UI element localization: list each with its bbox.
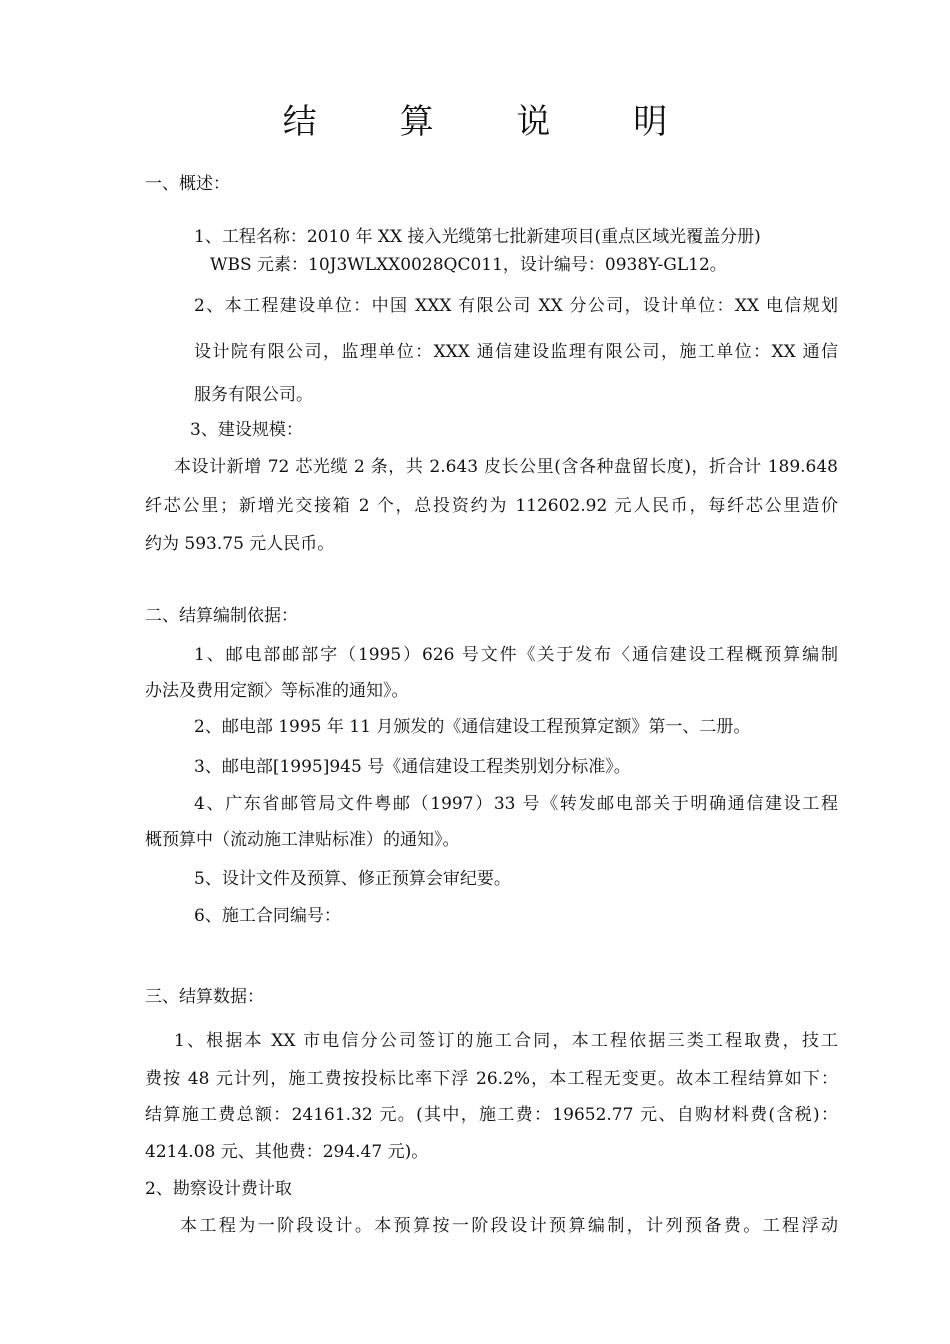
basis-item-4-line-1: 4、广东省邮管局文件粤邮（1997）33 号《转发邮电部关于明确通信建设工程 bbox=[194, 794, 838, 814]
construction-unit-line-1: 2、本工程建设单位：中国 XXX 有限公司 XX 分公司，设计单位：XX 电信规划 bbox=[194, 296, 838, 316]
data-paragraph-line-1: 1、根据本 XX 市电信分公司签订的施工合同，本工程依据三类工程取费，技工 bbox=[174, 1031, 838, 1051]
section-heading-overview: 一、概述： bbox=[145, 174, 230, 194]
scale-paragraph-line-1: 本设计新增 72 芯光缆 2 条，共 2.643 皮长公里(含各种盘留长度)，折合计 189.648 bbox=[174, 457, 838, 477]
page-title: 结 算 说 明 bbox=[282, 102, 704, 142]
design-fee-paragraph-line-1: 本工程为一阶段设计。本预算按一阶段设计预算编制，计列预备费。工程浮动 bbox=[180, 1216, 838, 1236]
wbs-line: WBS 元素：10J3WLXX0028QC011，设计编号：0938Y-GL12。 bbox=[210, 255, 727, 275]
basis-item-6: 6、施工合同编号： bbox=[194, 906, 341, 926]
data-paragraph-line-4: 4214.08 元、其他费：294.47 元)。 bbox=[145, 1142, 429, 1162]
project-name-line: 1、工程名称：2010 年 XX 接入光缆第七批新建项目(重点区域光覆盖分册) bbox=[194, 227, 761, 247]
section-heading-basis: 二、结算编制依据： bbox=[145, 606, 298, 626]
design-fee-heading: 2、勘察设计费计取 bbox=[145, 1179, 292, 1199]
basis-item-1-line-2: 办法及费用定额〉等标准的通知》。 bbox=[145, 681, 409, 701]
data-paragraph-line-2: 费按 48 元计列，施工费按投标比率下浮 26.2%，本工程无变更。故本工程结算如下： bbox=[145, 1069, 838, 1089]
scale-paragraph-line-3: 约为 593.75 元人民币。 bbox=[145, 534, 335, 554]
section-heading-data: 三、结算数据： bbox=[145, 987, 264, 1007]
construction-unit-line-3: 服务有限公司。 bbox=[194, 385, 313, 405]
basis-item-2: 2、邮电部 1995 年 11 月颁发的《通信建设工程预算定额》第一、二册。 bbox=[194, 717, 751, 737]
basis-item-3: 3、邮电部[1995]945 号《通信建设工程类别划分标准》。 bbox=[194, 757, 631, 777]
scale-paragraph-line-2: 纤芯公里；新增光交接箱 2 个，总投资约为 112602.92 元人民币，每纤芯公里造价 bbox=[145, 496, 838, 516]
scale-heading: 3、建设规模： bbox=[190, 420, 303, 440]
construction-unit-line-2: 设计院有限公司，监理单位：XXX 通信建设监理有限公司，施工单位：XX 通信 bbox=[194, 342, 838, 362]
basis-item-1-line-1: 1、邮电部邮部字（1995）626 号文件《关于发布〈通信建设工程概预算编制 bbox=[194, 645, 838, 665]
data-paragraph-line-3: 结算施工费总额：24161.32 元。(其中，施工费：19652.77 元、自购材料费(含税)： bbox=[145, 1105, 838, 1125]
basis-item-5: 5、设计文件及预算、修正预算会审纪要。 bbox=[194, 869, 511, 889]
basis-item-4-line-2: 概预算中（流动施工津贴标准）的通知》。 bbox=[145, 830, 460, 850]
